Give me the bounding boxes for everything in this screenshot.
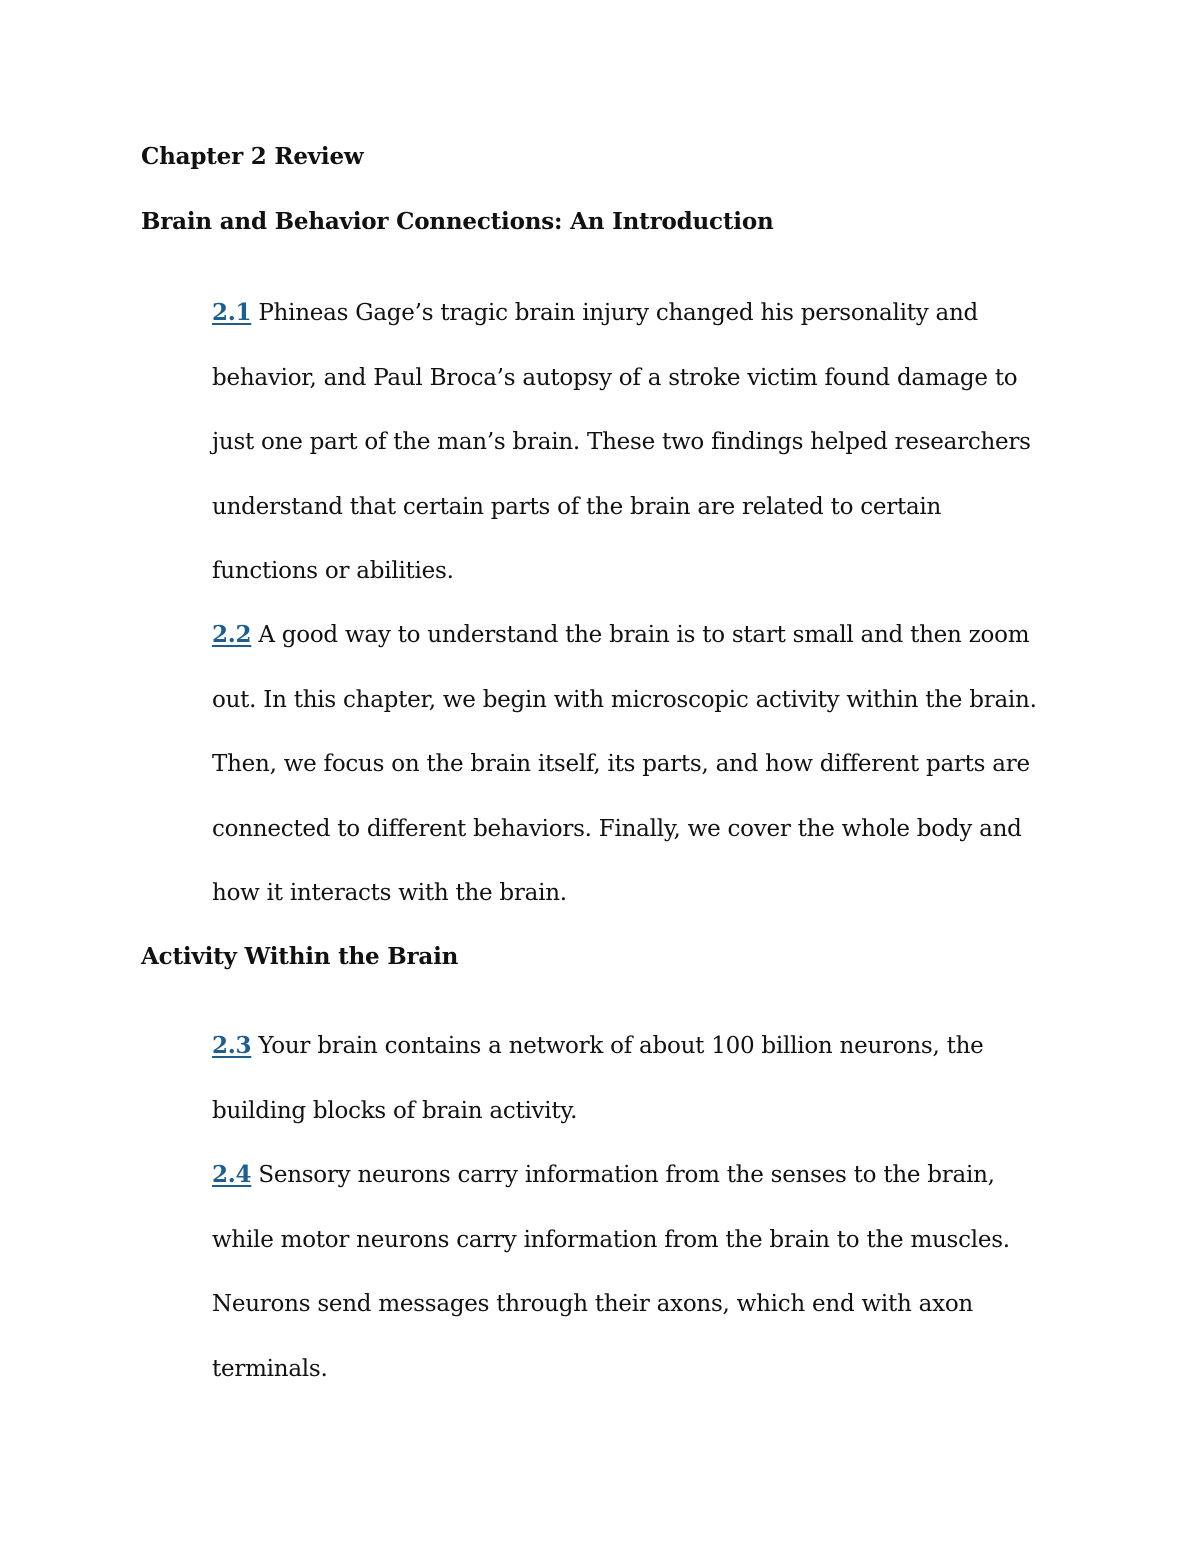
- section-link-2-3[interactable]: 2.3: [212, 1032, 252, 1059]
- paragraph-line: Neurons send messages through their axons, which end with axon: [212, 1291, 973, 1317]
- paragraph-line: 2.1 Phineas Gage’s tragic brain injury changed his personality and: [212, 299, 978, 326]
- paragraph-line: how it interacts with the brain.: [212, 880, 567, 906]
- paragraph-line: building blocks of brain activity.: [212, 1097, 578, 1124]
- section-heading-activity: Activity Within the Brain: [141, 943, 459, 970]
- section-heading-intro: Brain and Behavior Connections: An Introduction: [141, 208, 774, 235]
- paragraph-line: functions or abilities.: [212, 558, 454, 584]
- paragraph-line: while motor neurons carry information from the brain to the muscles.: [212, 1226, 1010, 1253]
- review-item-2-1: [212, 281, 1062, 604]
- paragraph-line: out. In this chapter, we begin with microscopic activity within the brain.: [212, 686, 1037, 713]
- chapter-title: Chapter 2 Review: [141, 143, 364, 170]
- paragraph-line: 2.3 Your brain contains a network of about 100 billion neurons, the: [212, 1032, 984, 1059]
- section-link-2-2[interactable]: 2.2: [212, 621, 252, 648]
- section-link-2-1[interactable]: 2.1: [212, 299, 252, 326]
- paragraph-line: connected to different behaviors. Finally, we cover the whole body and: [212, 815, 1022, 842]
- paragraph-line: understand that certain parts of the brain are related to certain: [212, 493, 942, 520]
- review-item-2-3: [212, 1014, 1062, 1143]
- paragraph-line: behavior, and Paul Broca’s autopsy of a stroke victim found damage to: [212, 364, 1018, 391]
- paragraph-line: 2.2 A good way to understand the brain is to start small and then zoom: [212, 621, 1030, 648]
- paragraph-line: Then, we focus on the brain itself, its parts, and how different parts are: [212, 751, 1030, 777]
- review-item-2-4: [212, 1143, 1062, 1401]
- paragraph-line: 2.4 Sensory neurons carry information from the senses to the brain,: [212, 1161, 995, 1188]
- section-link-2-4[interactable]: 2.4: [212, 1161, 252, 1188]
- review-item-2-2: [212, 603, 1062, 926]
- paragraph-line: just one part of the man’s brain. These two findings helped researchers: [212, 429, 1031, 455]
- paragraph-line: terminals.: [212, 1355, 328, 1382]
